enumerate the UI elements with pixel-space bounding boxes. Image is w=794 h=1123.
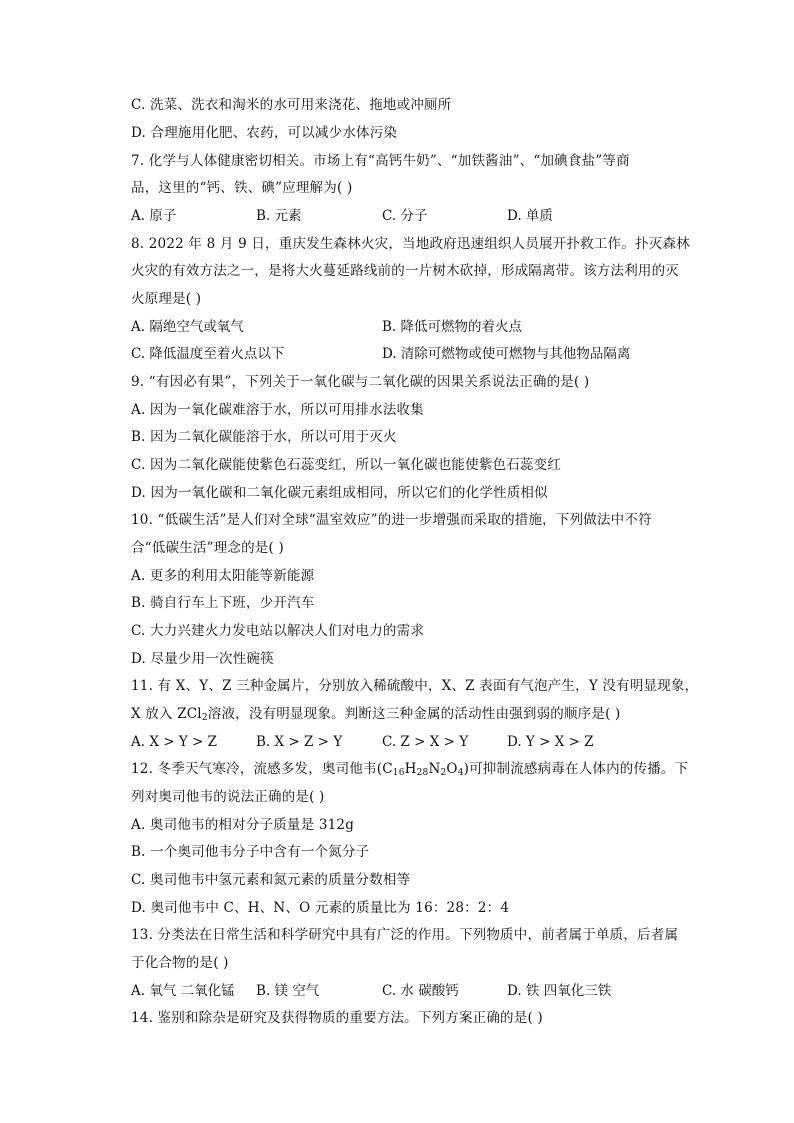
q13-stem-line2: 于化合物的是( ) (131, 955, 229, 971)
q7-stem-line2: 品，这里的“钙、铁、碘”应理解为( ) (131, 180, 353, 196)
q11-option-c: C. Z > X > Y (382, 734, 469, 750)
q11-text-b: 溶液，没有明显现象。判断这三种金属的活动性由强到弱的顺序是( ) (207, 706, 621, 722)
q12-option-d: D. 奥司他韦中 C、H、N、O 元素的质量比为 16：28：2：4 (131, 900, 510, 916)
q9-option-b: B. 因为二氧化碳能溶于水，所以可用于灭火 (131, 429, 397, 445)
q12-stem-line2: 列对奥司他韦的说法正确的是( ) (131, 789, 325, 805)
q8-stem-line1: 8. 2022 年 8 月 9 日，重庆发生森林火灾，当地政府迅速组织人员展开扑救工作。扑灭森林 (131, 236, 690, 252)
q12-stem-line1 (131, 760, 688, 778)
q11-text-a: X 放入 ZCl (131, 706, 202, 722)
q12-sub-o: 4 (457, 768, 464, 778)
q6-option-d: D. 合理施用化肥、农药，可以减少水体污染 (131, 125, 398, 141)
q8-option-a: A. 隔绝空气或氧气 (131, 319, 244, 335)
q8-option-b: B. 降低可燃物的着火点 (382, 319, 523, 335)
q7-option-c: C. 分子 (382, 208, 428, 224)
q13-stem-line1: 13. 分类法在日常生活和科学研究中具有广泛的作用。下列物质中，前者属于单质，后者属 (131, 927, 679, 943)
q11-subscript: 2 (201, 713, 208, 723)
q8-stem-line2: 火灾的有效方法之一，是将大火蔓延路线前的一片树木砍掉，形成隔离带。该方法利用的灭 (131, 263, 679, 279)
q11-option-d: D. Y > X > Z (507, 734, 594, 750)
q9-option-a: A. 因为一氧化碳难溶于水，所以可用排水法收集 (131, 402, 424, 418)
q13-option-d: D. 铁 四氧化三铁 (507, 983, 612, 999)
q11-option-b: B. X > Z > Y (256, 734, 343, 750)
q10-option-a: A. 更多的利用太阳能等新能源 (131, 568, 315, 584)
q8-stem-line3: 火原理是( ) (131, 291, 202, 307)
q11-stem-line2 (131, 705, 621, 723)
q11-option-a: A. X > Y > Z (131, 734, 218, 750)
q10-option-c: C. 大力兴建火力发电站以解决人们对电力的需求 (131, 623, 425, 639)
q6-option-c: C. 洗菜、洗衣和淘米的水可用来浇花、拖地或冲厕所 (131, 97, 452, 113)
q12-text-a: 12. 冬季天气寒冷，流感多发，奥司他韦(C (131, 761, 393, 777)
q12-option-a: A. 奥司他韦的相对分子质量是 312g (131, 817, 355, 833)
q12-text-n: N (428, 761, 441, 777)
q13-option-b: B. 镁 空气 (256, 983, 320, 999)
q10-stem-line1: 10. “低碳生活”是人们对全球“温室效应”的进一步增强而采取的措施，下列做法中不符 (131, 512, 652, 528)
q8-option-c: C. 降低温度至着火点以下 (131, 346, 285, 362)
q7-option-b: B. 元素 (256, 208, 302, 224)
q10-option-b: B. 骑自行车上下班，少开汽车 (131, 595, 315, 611)
q12-sub-h: 28 (416, 768, 429, 778)
q10-option-d: D. 尽量少用一次性碗筷 (131, 651, 274, 667)
q13-option-a: A. 氧气 二氧化锰 (131, 983, 235, 999)
q12-text-end: )可抑制流感病毒在人体内的传播。下 (463, 761, 689, 777)
q12-text-o: O (446, 761, 458, 777)
q8-option-d: D. 清除可燃物或使可燃物与其他物品隔离 (382, 346, 631, 362)
q9-option-c: C. 因为二氧化碳能使紫色石蕊变红，所以一氧化碳也能使紫色石蕊变红 (131, 457, 562, 473)
q13-option-c: C. 水 碳酸钙 (382, 983, 459, 999)
q9-option-d: D. 因为一氧化碳和二氧化碳元素组成相同，所以它们的化学性质相似 (131, 485, 548, 501)
q12-sub-n: 2 (440, 768, 447, 778)
q12-option-b: B. 一个奥司他韦分子中含有一个氮分子 (131, 844, 370, 860)
q14-stem: 14. 鉴别和除杂是研究及获得物质的重要方法。下列方案正确的是( ) (131, 1010, 543, 1026)
q7-option-a: A. 原子 (131, 208, 177, 224)
q12-option-c: C. 奥司他韦中氢元素和氮元素的质量分数相等 (131, 872, 411, 888)
q7-option-d: D. 单质 (507, 208, 553, 224)
q11-stem-line1: 11. 有 X、Y、Z 三种金属片，分别放入稀硫酸中，X、Z 表面有气泡产生，Y 没有明显现象， (131, 678, 699, 694)
q12-text-h: H (404, 761, 417, 777)
q10-stem-line2: 合“低碳生活”理念的是( ) (131, 540, 284, 556)
q12-sub-c: 16 (392, 768, 405, 778)
q7-stem-line1: 7. 化学与人体健康密切相关。市场上有“高钙牛奶”、“加铁酱油”、“加碘食盐”等商 (131, 153, 630, 169)
q9-stem: 9. “有因必有果”，下列关于一氧化碳与二氧化碳的因果关系说法正确的是( ) (131, 374, 590, 390)
